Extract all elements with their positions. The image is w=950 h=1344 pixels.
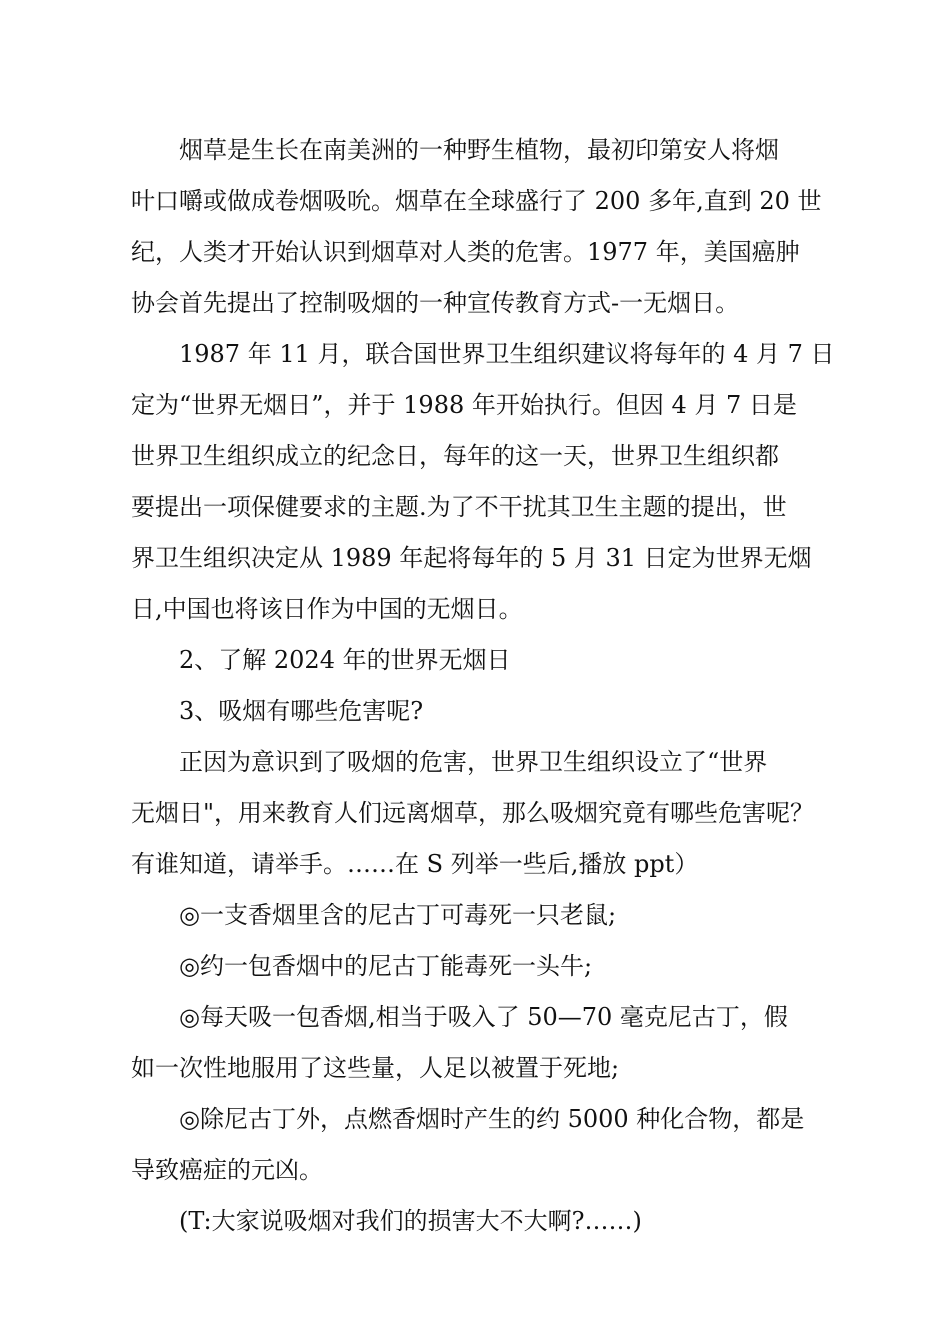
text-line: 有谁知道，请举手。……在 S 列举一些后,播放 ppt） [131, 850, 699, 878]
paragraph-intro [131, 125, 831, 329]
text-line: 无烟日"，用来教育人们远离烟草，那么吸烟究竟有哪些危害呢？ [131, 799, 815, 827]
text-line: 日,中国也将该日作为中国的无烟日。 [131, 595, 523, 623]
fact-item-3 [131, 992, 831, 1094]
text-line: 世界卫生组织成立的纪念日，每年的这一天，世界卫生组织都 [131, 442, 779, 470]
text-line: 定为“世界无烟日”，并于 1988 年开始执行。但因 4 月 7 日是 [131, 391, 797, 419]
document-body [131, 125, 835, 1247]
paragraph-harm-intro [131, 737, 831, 890]
text-line: 2、了解 2024 年的世界无烟日 [179, 646, 511, 674]
text-line: 3、吸烟有哪些危害呢? [179, 697, 424, 725]
fact-item-2 [131, 941, 831, 992]
text-line: 界卫生组织决定从 1989 年起将每年的 5 月 31 日定为世界无烟 [131, 544, 812, 572]
list-item-3 [131, 686, 831, 737]
teacher-question [131, 1196, 831, 1247]
list-item-2 [131, 635, 831, 686]
text-line: 协会首先提出了控制吸烟的一种宣传教育方式-一无烟日。 [131, 289, 740, 317]
fact-item-1 [131, 890, 831, 941]
text-line: 叶口嚼或做成卷烟吸吮。烟草在全球盛行了 200 多年,直到 20 世 [131, 187, 822, 215]
text-line: 导致癌症的元凶。 [131, 1156, 323, 1184]
text-line: ◎每天吸一包香烟,相当于吸入了 50—70 毫克尼古丁，假 [179, 1003, 788, 1031]
text-line: 要提出一项保健要求的主题.为了不干扰其卫生主题的提出，世 [131, 493, 787, 521]
fact-item-4 [131, 1094, 831, 1196]
text-line: 纪，人类才开始认识到烟草对人类的危害。1977 年，美国癌肿 [131, 238, 800, 266]
text-line: ◎约一包香烟中的尼古丁能毒死一头牛; [179, 952, 593, 980]
text-line: 烟草是生长在南美洲的一种野生植物，最初印第安人将烟 [179, 136, 779, 164]
text-line: 正因为意识到了吸烟的危害，世界卫生组织设立了“世界 [179, 748, 768, 776]
text-line: ◎除尼古丁外，点燃香烟时产生的约 5000 种化合物，都是 [179, 1105, 805, 1133]
text-line: 如一次性地服用了这些量，人足以被置于死地; [131, 1054, 620, 1082]
text-line: ◎一支香烟里含的尼古丁可毒死一只老鼠; [179, 901, 617, 929]
paragraph-history [131, 329, 835, 635]
text-line: 1987 年 11 月，联合国世界卫生组织建议将每年的 4 月 7 日 [179, 340, 835, 368]
text-line: (T:大家说吸烟对我们的损害大不大啊?……) [179, 1207, 642, 1235]
